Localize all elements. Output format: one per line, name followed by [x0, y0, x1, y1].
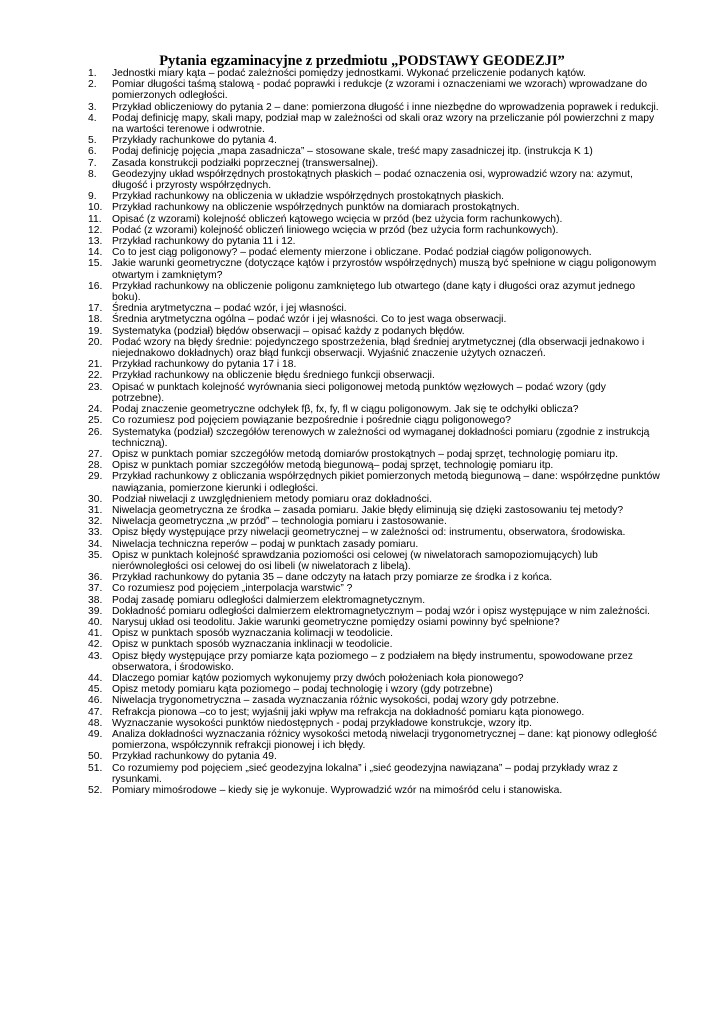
question-item: [88, 729, 660, 751]
question-number: 27.: [88, 448, 103, 460]
question-text: Podział niwelacji z uwzględnieniem metody pomiaru oraz dokładności.: [112, 493, 432, 505]
question-item: [88, 460, 660, 471]
question-item: [88, 449, 660, 460]
question-item: [88, 505, 660, 516]
question-item: [88, 214, 660, 225]
question-number: 36.: [88, 572, 103, 584]
question-item: [88, 404, 660, 415]
question-number: 6.: [88, 146, 97, 158]
question-number: 14.: [88, 247, 103, 259]
question-number: 16.: [88, 280, 103, 292]
question-number: 37.: [88, 583, 103, 595]
question-text: Opisz w punktach pomiar szczegółów metodą biegunową– podaj sprzęt, technologię pomiaru itp.: [112, 460, 554, 472]
question-item: [88, 550, 660, 572]
question-number: 13.: [88, 236, 103, 248]
question-text: Średnia arytmetyczna – podać wzór, i jej własności.: [112, 303, 347, 315]
question-text: Opisz w punktach kolejność sprawdzania poziomości osi celowej (w niwelatorach samopoziomujących) lub nierównoległości osi celowej do osi libeli (w niwelatorach z libelą).: [112, 549, 598, 572]
question-text: Systematyka (podział) szczegółów terenowych w zależności od wymaganej dokładności pomiaru (zgodnie z instrukcją techniczną).: [112, 426, 650, 449]
question-text: Opisz błędy występujące przy pomiarze kąta poziomego – z podziałem na błędy instrumentu, spowodowane przez obserwatora, i środowisko.: [112, 650, 633, 673]
question-number: 33.: [88, 527, 103, 539]
question-number: 45.: [88, 684, 103, 696]
page-title: Pytania egzaminacyjne z przedmiotu „PODSTAWY GEODEZJI”: [159, 53, 565, 69]
question-item: [88, 785, 660, 796]
question-number: 20.: [88, 336, 103, 348]
question-item: [88, 427, 660, 449]
question-text: Opisz w punktach pomiar szczegółów metodą domiarów prostokątnych – podaj sprzęt, technologię pomiaru itp.: [112, 448, 618, 460]
question-text: Niwelacja techniczna reperów – podaj w punktach zasady pomiaru.: [112, 538, 419, 550]
question-number: 35.: [88, 549, 103, 561]
question-item: [88, 281, 660, 303]
question-text: Dokładność pomiaru odległości dalmierzem elektromagnetycznym – podaj wzór i opisz występujące w nim zależności.: [112, 605, 650, 617]
question-item: [88, 539, 660, 550]
question-text: Podaj definicję pojęcia „mapa zasadnicza” – stosowane skale, treść mapy zasadniczej itp. (instrukcja K 1): [112, 146, 593, 158]
question-item: [88, 202, 660, 213]
question-number: 28.: [88, 460, 103, 472]
question-text: Wyznaczanie wysokości punktów niedostępnych - podaj przykładowe konstrukcje, wzory itp.: [112, 717, 532, 729]
question-number: 42.: [88, 639, 103, 651]
question-item: [88, 415, 660, 426]
question-text: Przykłady rachunkowe do pytania 4.: [112, 135, 277, 147]
question-number: 39.: [88, 605, 103, 617]
question-text: Podać (z wzorami) kolejność obliczeń liniowego wcięcia w przód (bez użycia form rachunkowych).: [112, 224, 559, 236]
question-text: Przykład rachunkowy do pytania 49.: [112, 751, 277, 763]
question-text: Przykład rachunkowy do pytania 35 – dane odczyty na łatach przy pomiarze ze środka i z końca.: [112, 572, 553, 584]
question-number: 19.: [88, 325, 103, 337]
question-item: [88, 191, 660, 202]
question-number: 29.: [88, 471, 103, 483]
question-number: 24.: [88, 404, 103, 416]
question-number: 12.: [88, 224, 103, 236]
question-item: [88, 79, 660, 101]
question-text: Pomiary mimośrodowe – kiedy się je wykonuje. Wyprowadzić wzór na mimośród celu i stanowiska.: [112, 785, 563, 796]
question-item: [88, 314, 660, 325]
question-number: 11.: [88, 213, 102, 225]
question-number: 10.: [88, 202, 103, 214]
question-number: 21.: [88, 359, 103, 371]
question-item: [88, 718, 660, 729]
question-item: [88, 359, 660, 370]
question-item: [88, 370, 660, 381]
question-number: 7.: [88, 157, 97, 169]
question-text: Przykład obliczeniowy do pytania 2 – dane: pomierzona długość i inne niezbędne do wprowadzenia poprawek i redukcji.: [112, 101, 659, 113]
question-text: Przykład rachunkowy na obliczenie współrzędnych punktów na domiarach prostokątnych.: [112, 202, 520, 214]
question-number: 51.: [88, 762, 103, 774]
question-item: [88, 527, 660, 538]
question-number: 17.: [88, 303, 103, 315]
question-text: Jednostki miary kąta – podać zależności pomiędzy jednostkami. Wykonać przeliczenie podanych kątów.: [112, 68, 586, 79]
question-item: [88, 169, 660, 191]
question-item: [88, 651, 660, 673]
question-text: Systematyka (podział) błędów obserwacji – opisać każdy z podanych błędów.: [112, 325, 465, 337]
question-text: Przykład rachunkowy do pytania 11 i 12.: [112, 236, 296, 248]
question-text: Przykład rachunkowy na obliczenie poligonu zamkniętego lub otwartego (dane kąty i długości oraz azymut jednego boku).: [112, 280, 636, 304]
question-text: Opisać (z wzorami) kolejność obliczeń kątowego wcięcia w przód (bez użycia form rachunkowych).: [112, 213, 563, 225]
question-text: Przykład rachunkowy z obliczania współrzędnych pikiet pomierzonych metodą biegunową – dane: współrzędne punktów nawiązania, pomierzone kierunki i odległości.: [112, 471, 660, 494]
question-number: 43.: [88, 650, 103, 662]
question-text: Co rozumiemy pod pojęciem „sieć geodezyjna lokalna” i „sieć geodezyjna nawiązana” – podaj przykłady wraz z rysunkami.: [112, 762, 618, 785]
question-item: [88, 102, 660, 113]
question-number: 31.: [88, 504, 103, 516]
question-item: [88, 684, 660, 695]
question-number: 49.: [88, 728, 103, 740]
question-item: [88, 236, 660, 247]
question-number: 38.: [88, 594, 103, 606]
question-text: Opisz błędy występujące przy niwelacji geometrycznej – w zależności od: instrumentu, obserwatora, środowiska.: [112, 527, 626, 539]
question-item: [88, 494, 660, 505]
question-item: [88, 572, 660, 583]
question-item: [88, 303, 660, 314]
question-number: 8.: [88, 168, 97, 180]
question-item: [88, 471, 660, 493]
question-number: 18.: [88, 314, 103, 326]
question-item: [88, 639, 660, 650]
question-item: [88, 583, 660, 594]
question-text: Jakie warunki geometryczne (dotyczące kątów i przyrostów współrzędnych) muszą być spełnione w ciągu poligonowym otwartym i zamkniętym?: [112, 258, 657, 281]
question-text: Co rozumiesz pod pojęciem „interpolacja warstwic” ?: [112, 583, 353, 595]
question-item: [88, 158, 660, 169]
question-text: Opisz w punktach sposób wyznaczania kolimacji w teodolicie.: [112, 628, 394, 640]
question-text: Przykład rachunkowy na obliczenia w układzie współrzędnych prostokątnych płaskich.: [112, 191, 505, 203]
question-item: [88, 695, 660, 706]
question-number: 32.: [88, 516, 103, 528]
question-text: Opisz w punktach sposób wyznaczania inklinacji w teodolicie.: [112, 639, 393, 651]
question-text: Analiza dokładności wyznaczania różnicy wysokości metodą niwelacji trygonometrycznej – dane: kąt pionowy odległość pomierzona, współczynnik refrakcji pionowej i ich błędy.: [112, 728, 657, 752]
question-item: [88, 113, 660, 135]
question-number: 46.: [88, 695, 103, 707]
question-item: [88, 707, 660, 718]
question-item: [88, 595, 660, 606]
question-text: Podać wzory na błędy średnie: pojedynczego spostrzeżenia, błąd średniej arytmetycznej (dla obserwacji jednakowo i niejednakowo dokładnych) oraz błąd funkcji obserwacji. Wyjaśnić znaczenie użytych oznaczeń.: [112, 336, 645, 360]
question-list: [88, 68, 660, 796]
question-number: 1.: [88, 68, 97, 79]
question-text: Podaj definicję mapy, skali mapy, podział map w zależności od skali oraz wzory na przeliczanie pól powierzchni z mapy na wartości terenowe i odwrotnie.: [112, 112, 655, 136]
question-item: [88, 751, 660, 762]
question-number: 52.: [88, 785, 103, 796]
question-text: Niwelacja trygonometryczna – zasada wyznaczania różnic wysokości, podaj wzory gdy potrzebne.: [112, 695, 559, 707]
question-text: Przykład rachunkowy do pytania 17 i 18.: [112, 359, 297, 371]
question-item: [88, 258, 660, 280]
question-item: [88, 68, 660, 79]
question-item: [88, 382, 660, 404]
question-text: Dlaczego pomiar kątów poziomych wykonujemy przy dwóch położeniach koła pionowego?: [112, 672, 524, 684]
question-text: Zasada konstrukcji podziałki poprzecznej (transwersalnej).: [112, 157, 379, 169]
question-number: 4.: [88, 112, 97, 124]
question-number: 3.: [88, 101, 97, 113]
question-number: 44.: [88, 672, 103, 684]
question-number: 26.: [88, 426, 103, 438]
question-number: 47.: [88, 706, 103, 718]
question-text: Podaj znaczenie geometryczne odchyłek fβ, fx, fy, fl w ciągu poligonowym. Jak się te odchyłki oblicza?: [112, 404, 579, 416]
question-number: 40.: [88, 616, 103, 628]
question-text: Niwelacja geometryczna „w przód” – technologia pomiaru i zastosowanie.: [112, 516, 447, 528]
question-text: Opisz metody pomiaru kąta poziomego – podaj technologię i wzory (gdy potrzebne): [112, 684, 493, 696]
question-item: [88, 763, 660, 785]
question-number: 48.: [88, 717, 103, 729]
question-item: [88, 628, 660, 639]
question-text: Średnia arytmetyczna ogólna – podać wzór i jej własności. Co to jest waga obserwacji.: [112, 314, 507, 326]
question-item: [88, 146, 660, 157]
question-number: 9.: [88, 191, 97, 203]
question-number: 41.: [88, 628, 103, 640]
question-text: Geodezyjny układ współrzędnych prostokątnych płaskich – podać oznaczenia osi, wyprowadzić wzory na: azymut, długość i przyrosty współrzędnych.: [112, 168, 633, 192]
question-number: 15.: [88, 258, 103, 270]
question-item: [88, 225, 660, 236]
question-text: Opisać w punktach kolejność wyrównania sieci poligonowej metodą punktów węzłowych – podać wzory (gdy potrzebne).: [112, 381, 606, 404]
question-number: 2.: [88, 79, 97, 91]
question-item: [88, 606, 660, 617]
question-number: 23.: [88, 381, 103, 393]
question-text: Refrakcja pionowa –co to jest; wyjaśnij jaki wpływ ma refrakcja na dokładność pomiaru kąta pionowego.: [112, 706, 585, 718]
question-text: Przykład rachunkowy na obliczenie błędu średniego funkcji obserwacji.: [112, 370, 435, 382]
question-number: 5.: [88, 135, 97, 147]
question-item: [88, 617, 660, 628]
question-item: [88, 135, 660, 146]
question-number: 22.: [88, 370, 103, 382]
question-text: Niwelacja geometryczna ze środka – zasada pomiaru. Jakie błędy eliminują się dzięki zastosowaniu tej metody?: [112, 504, 624, 516]
question-item: [88, 516, 660, 527]
question-number: 30.: [88, 493, 103, 505]
question-number: 34.: [88, 538, 103, 550]
question-item: [88, 326, 660, 337]
question-item: [88, 247, 660, 258]
question-text: Co rozumiesz pod pojęciem powiązanie bezpośrednie i pośrednie ciągu poligonowego?: [112, 415, 511, 427]
question-number: 25.: [88, 415, 103, 427]
question-item: [88, 673, 660, 684]
question-text: Co to jest ciąg poligonowy? – podać elementy mierzone i obliczane. Podać podział ciągów poligonowych.: [112, 247, 592, 259]
question-item: [88, 337, 660, 359]
question-text: Pomiar długości taśmą stalową - podać poprawki i redukcje (z wzorami i oznaczeniami we wzorach) wprowadzane do pomierzonych odległości.: [112, 79, 648, 102]
question-number: 50.: [88, 751, 103, 763]
question-text: Narysuj układ osi teodolitu. Jakie warunki geometryczne pomiędzy osiami powinny być spełnione?: [112, 616, 560, 628]
question-text: Podaj zasadę pomiaru odległości dalmierzem elektromagnetycznym.: [112, 594, 426, 606]
